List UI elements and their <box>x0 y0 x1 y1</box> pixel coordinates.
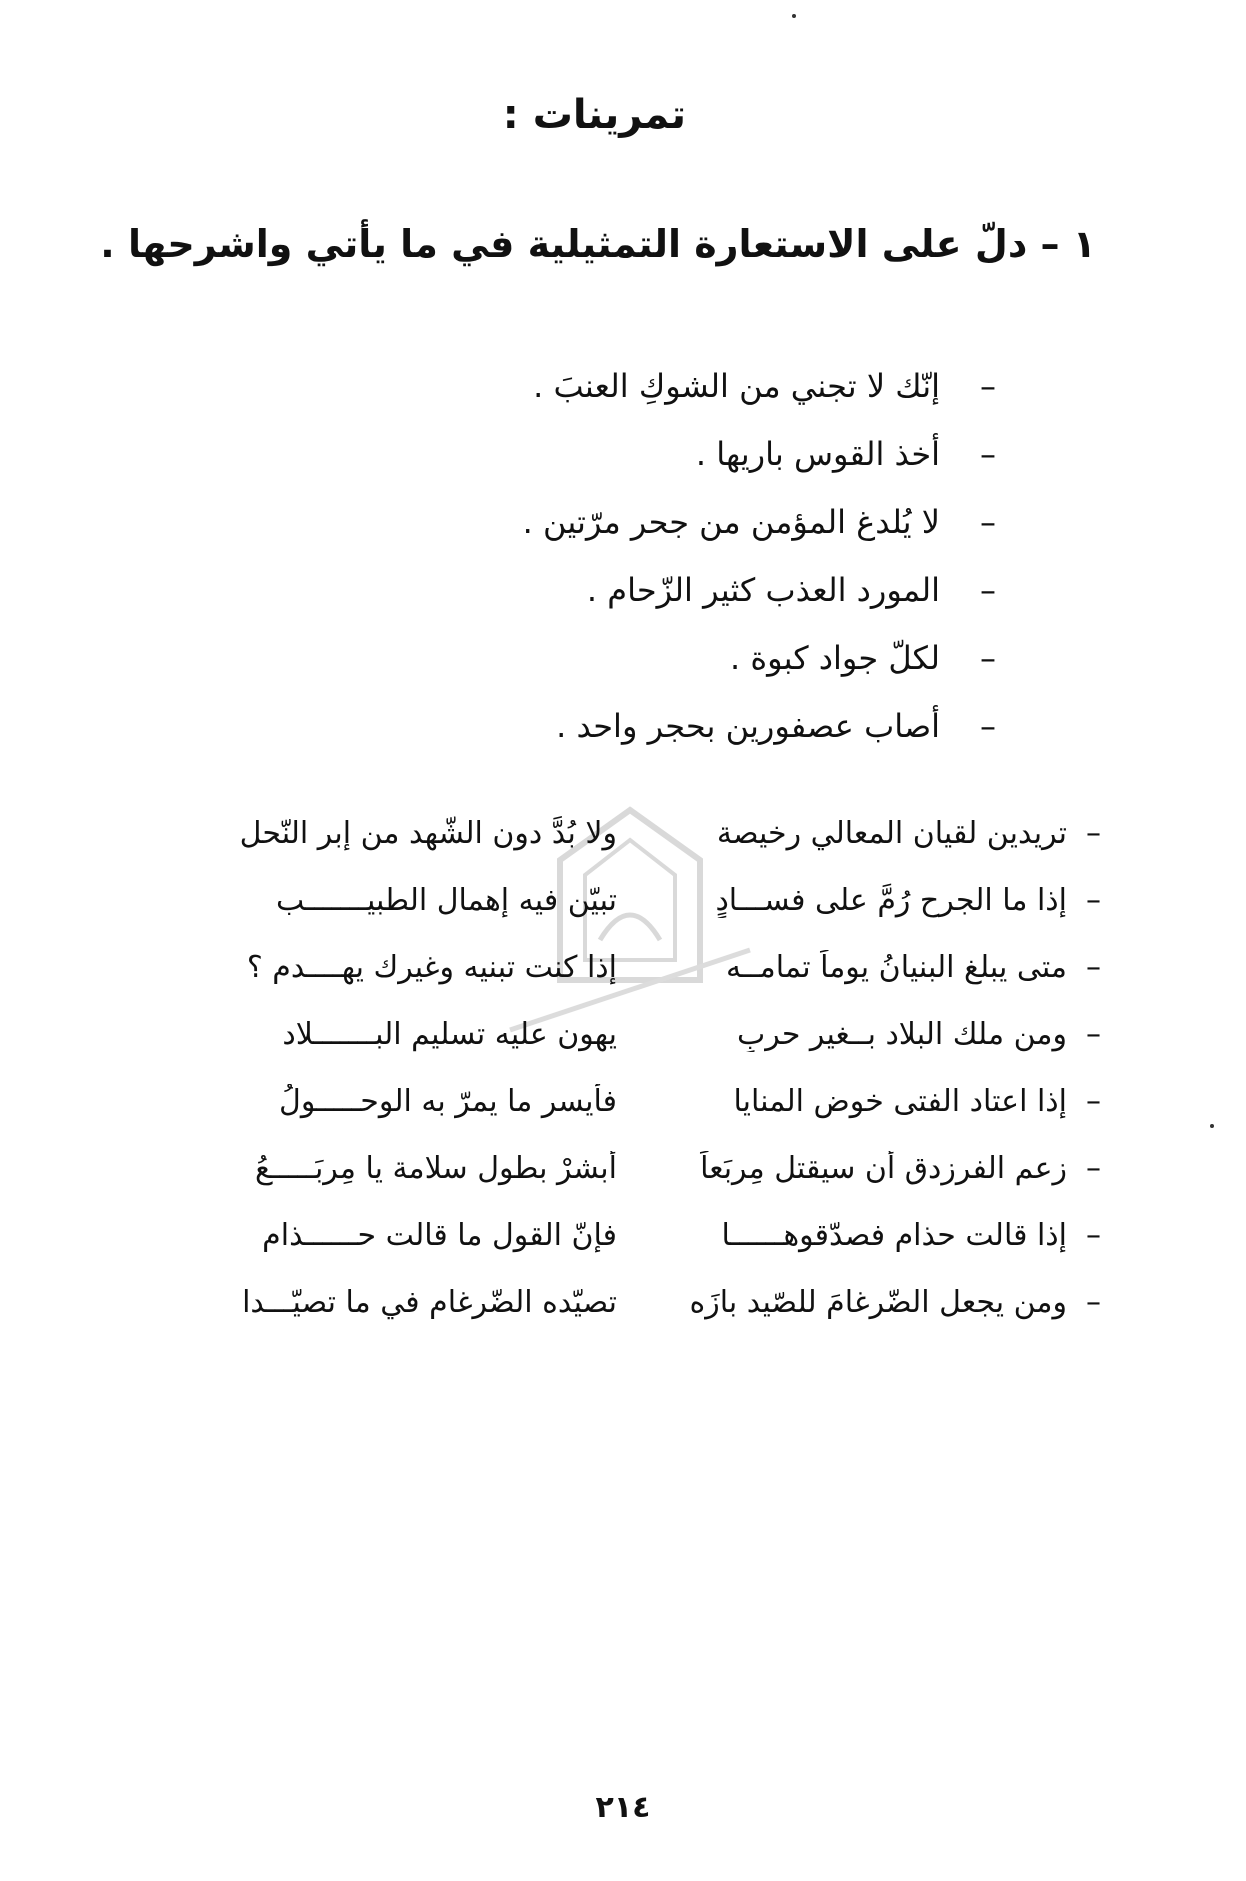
proverb-text: أخذ القوس باريها . <box>695 435 940 473</box>
verse-first-hemistich: إذا قالت حذام فصدّقوهــــــا <box>721 1218 1067 1253</box>
bullet-dash: – <box>1086 883 1101 918</box>
page-title: تمرينات : <box>502 92 686 138</box>
verse-second-hemistich: أبشرْ بطول سلامة يا مِربَـــــعُ <box>255 1151 617 1186</box>
verse-list <box>141 800 1101 1336</box>
verse-line <box>141 1068 1101 1135</box>
verse-first-hemistich: ومن يجعل الضّرغامَ للصّيد بازَه <box>689 1285 1067 1320</box>
verse-line <box>141 934 1101 1001</box>
verse-line <box>141 1001 1101 1068</box>
verse-second-hemistich: تصيّده الضّرغام في ما تصيّـــدا <box>242 1285 617 1320</box>
verse-second-hemistich: تبيّن فيه إهمال الطبيـــــــب <box>276 883 617 918</box>
bullet-dash: – <box>1086 1084 1101 1119</box>
bullet-dash: – <box>980 503 996 541</box>
verse-line <box>141 1269 1101 1336</box>
verse-second-hemistich: فإنّ القول ما قالت حــــــذام <box>262 1218 617 1253</box>
proverb-text: أصاب عصفورين بحجر واحد . <box>556 707 940 745</box>
verse-line <box>141 867 1101 934</box>
list-item <box>523 420 996 488</box>
bullet-dash: – <box>980 639 996 677</box>
verse-first-hemistich: إذا اعتاد الفتى خوض المنايا <box>733 1084 1067 1119</box>
list-item <box>523 692 996 760</box>
proverb-list <box>523 352 996 760</box>
verse-line <box>141 1202 1101 1269</box>
bullet-dash: – <box>1086 1017 1101 1052</box>
bullet-dash: – <box>1086 1151 1101 1186</box>
verse-first-hemistich: متى يبلغ البنيانُ يوماً تمامــه <box>725 950 1067 985</box>
proverb-text: لا يُلدغ المؤمن من جحر مرّتين . <box>522 503 940 541</box>
list-item <box>523 556 996 624</box>
exercise-instruction: ١ – دلّ على الاستعارة التمثيلية في ما يأتي واشرحها . <box>100 222 1096 266</box>
bullet-dash: – <box>980 367 996 405</box>
proverb-text: لكلّ جواد كبوة . <box>730 639 940 677</box>
verse-line <box>141 800 1101 867</box>
proverb-text: إنّك لا تجني من الشوكِ العنبَ . <box>533 367 940 405</box>
page-number: ٢١٤ <box>595 1790 651 1825</box>
bullet-dash: – <box>1086 1285 1101 1320</box>
verse-first-hemistich: إذا ما الجرح رُمَّ على فســـادٍ <box>715 883 1067 918</box>
verse-second-hemistich: فأيسر ما يمرّ به الوحـــــولُ <box>279 1084 617 1119</box>
proverb-text: المورد العذب كثير الزّحام . <box>586 571 940 609</box>
verse-first-hemistich: تريدين لقيان المعالي رخيصة <box>716 816 1067 851</box>
verse-first-hemistich: زعم الفرزدق أن سيقتل مِربَعاً <box>700 1151 1067 1186</box>
verse-line <box>141 1135 1101 1202</box>
bullet-dash: – <box>1086 1218 1101 1253</box>
bullet-dash: – <box>1086 816 1101 851</box>
verse-first-hemistich: ومن ملك البلاد بــغير حربٍ <box>737 1017 1067 1052</box>
bullet-dash: – <box>1086 950 1101 985</box>
verse-second-hemistich: يهون عليه تسليم البـــــــلاد <box>282 1017 617 1052</box>
scan-speck <box>1210 1124 1214 1128</box>
verse-second-hemistich: إذا كنت تبنيه وغيرك يهــــدم ؟ <box>246 950 617 985</box>
bullet-dash: – <box>980 707 996 745</box>
verse-second-hemistich: ولا بُدَّ دون الشّهد من إبر النّحل <box>239 816 617 851</box>
bullet-dash: – <box>980 435 996 473</box>
list-item <box>523 352 996 420</box>
bullet-dash: – <box>980 571 996 609</box>
list-item <box>523 488 996 556</box>
scan-speck <box>792 14 796 18</box>
list-item <box>523 624 996 692</box>
